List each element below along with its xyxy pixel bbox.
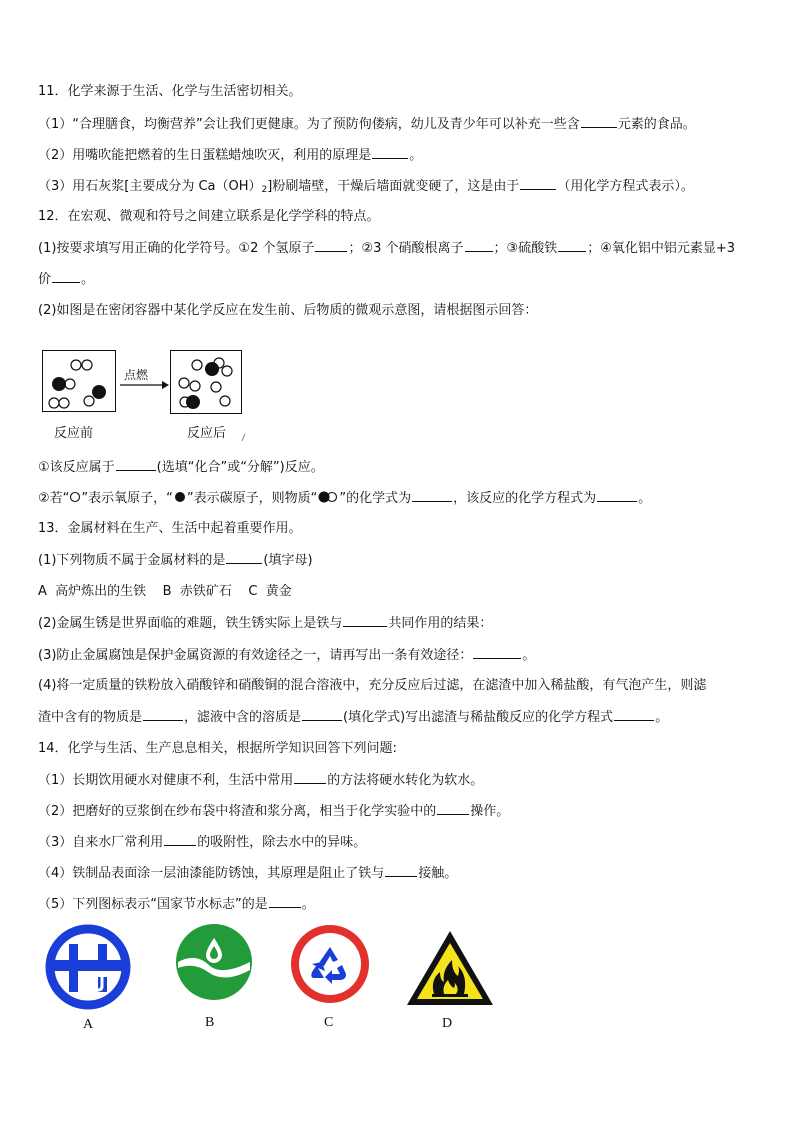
q12-sub2-text-e: ，该反应的化学方程式为 bbox=[453, 491, 597, 506]
carbon-atom bbox=[205, 362, 219, 376]
q12-part1-cont bbox=[38, 270, 94, 289]
q12-part1-text-c: ；③硫酸铁 bbox=[493, 241, 558, 256]
answer-blank[interactable] bbox=[412, 489, 452, 502]
carbon-atom-icon bbox=[173, 491, 187, 503]
sign-label-d: D bbox=[442, 1016, 453, 1031]
answer-blank[interactable] bbox=[558, 239, 586, 252]
q11-part1 bbox=[38, 115, 696, 134]
q14-part3-text-b: 的吸附性，除去水中的异味。 bbox=[197, 835, 367, 850]
oxygen-atom bbox=[84, 396, 94, 406]
q14-part4 bbox=[38, 864, 457, 883]
before-label: 反应前 bbox=[54, 426, 94, 441]
oxygen-atom bbox=[59, 398, 69, 408]
q14-part2-text-b: 操作。 bbox=[470, 804, 510, 819]
q12-part1-text-f: 。 bbox=[81, 272, 95, 287]
answer-blank[interactable] bbox=[385, 864, 417, 877]
answer-blank[interactable] bbox=[116, 458, 156, 471]
q12-part1-text-b: ；②3 个硝酸根离子 bbox=[348, 241, 464, 256]
q13-part4-text-b: 渣中含有的物质是 bbox=[38, 710, 143, 725]
answer-blank[interactable] bbox=[473, 646, 521, 659]
stray-mark bbox=[240, 432, 248, 442]
q13-part3-text-a: (3)防止金属腐蚀是保护金属资源的有效途径之一，请再写出一条有效途径： bbox=[38, 648, 473, 663]
answer-blank[interactable] bbox=[597, 489, 637, 502]
recycling-sign-icon[interactable] bbox=[288, 922, 372, 1006]
q14-part3-text-a: （3）自来水厂常利用 bbox=[38, 835, 164, 850]
carbon-atom bbox=[52, 377, 66, 391]
q11-part1-text-a: （1）“合理膳食，均衡营养”会让我们更健康。为了预防佝偻病，幼儿及青少年可以补充一些含 bbox=[38, 117, 580, 132]
sign-options bbox=[40, 920, 500, 1040]
q12-stem: 12．在宏观、微观和符号之间建立联系是化学学科的特点。 bbox=[38, 209, 380, 224]
q13-part2-text-b: 共同作用的结果： bbox=[388, 616, 493, 631]
q12-part1-text-e: 价 bbox=[38, 272, 52, 287]
oxygen-atom bbox=[82, 360, 92, 370]
oxygen-atom-icon bbox=[69, 491, 81, 503]
q13-part2 bbox=[38, 614, 492, 633]
q13-part2-text-a: (2)金属生锈是世界面临的难题，铁生锈实际上是铁与 bbox=[38, 616, 343, 631]
q11-part3-text-c: （用化学方程式表示）。 bbox=[557, 179, 694, 194]
q14-part5-text-b: 。 bbox=[301, 897, 315, 912]
oxygen-atom bbox=[220, 396, 230, 406]
q14-part1-text-a: （1）长期饮用硬水对健康不利，生活中常用 bbox=[38, 773, 294, 788]
oxygen-atom bbox=[71, 360, 81, 370]
q12-sub1 bbox=[38, 458, 324, 477]
answer-blank[interactable] bbox=[226, 551, 262, 564]
q12-sub1-text-a: ①该反应属于 bbox=[38, 460, 115, 475]
q13-part1-text-a: (1)下列物质不属于金属材料的是 bbox=[38, 553, 226, 568]
arrow-label: 点燃 bbox=[124, 368, 149, 382]
q13-options: A 高炉炼出的生铁 B 赤铁矿石 C 黄金 bbox=[38, 584, 292, 599]
answer-blank[interactable] bbox=[52, 270, 80, 283]
q11-part3-subscript: 2 bbox=[261, 185, 268, 195]
q13-part4-text-d: (填化学式)写出滤渣与稀盐酸反应的化学方程式 bbox=[343, 710, 614, 725]
answer-blank[interactable] bbox=[294, 771, 326, 784]
q13-part4-cont bbox=[38, 708, 668, 727]
q13-part4-text-c: ，滤液中含的溶质是 bbox=[184, 710, 302, 725]
answer-blank[interactable] bbox=[269, 895, 301, 908]
q11-part3 bbox=[38, 177, 694, 196]
carbon-atom bbox=[186, 395, 200, 409]
reaction-diagram bbox=[40, 346, 250, 446]
answer-blank[interactable] bbox=[164, 833, 196, 846]
after-label: 反应后 bbox=[187, 426, 227, 441]
q12-part1-text-a: (1)按要求填写用正确的化学符号。①2 个氢原子 bbox=[38, 241, 315, 256]
q12-part1 bbox=[38, 239, 735, 258]
before-box bbox=[42, 350, 116, 412]
q11-part3-text-b: ]粉刷墙壁，干燥后墙面就变硬了，这是由于 bbox=[267, 179, 520, 194]
q12-sub2 bbox=[38, 489, 651, 508]
after-box bbox=[170, 350, 242, 414]
q12-sub2-text-c: ”表示碳原子，则物质“ bbox=[186, 491, 318, 506]
q14-part4-text-b: 接触。 bbox=[418, 866, 458, 881]
oxygen-atom bbox=[49, 398, 59, 408]
answer-blank[interactable] bbox=[372, 146, 408, 159]
answer-blank[interactable] bbox=[520, 177, 556, 190]
q13-part3 bbox=[38, 646, 535, 665]
answer-blank[interactable] bbox=[343, 614, 387, 627]
q13-part3-text-b: 。 bbox=[522, 648, 536, 663]
q11-part2-text-b: 。 bbox=[409, 148, 423, 163]
q13-part4: (4)将一定质量的铁粉放入硝酸锌和硝酸铜的混合溶液中，充分反应后过滤，在滤渣中加入稀盐酸，有气泡产生，则滤 bbox=[38, 678, 707, 693]
q14-part1-text-b: 的方法将硬水转化为软水。 bbox=[327, 773, 484, 788]
oxygen-atom bbox=[190, 381, 200, 391]
answer-blank[interactable] bbox=[581, 115, 617, 128]
before-molecules bbox=[43, 351, 115, 411]
q13-part1 bbox=[38, 551, 313, 570]
q14-part4-text-a: （4）铁制品表面涂一层油漆能防锈蚀，其原理是阻止了铁与 bbox=[38, 866, 385, 881]
q11-part3-text-a: （3）用石灰浆[主要成分为 Ca（OH） bbox=[38, 179, 262, 194]
sign-label-a: A bbox=[83, 1017, 94, 1032]
green-water-drop-sign-icon[interactable] bbox=[174, 922, 254, 1002]
q14-part2-text-a: （2）把磨好的豆浆倒在纱布袋中将渣和浆分离，相当于化学实验中的 bbox=[38, 804, 437, 819]
reaction-arrow-icon bbox=[118, 380, 170, 390]
oxygen-atom bbox=[65, 379, 75, 389]
q14-part5-text-a: （5）下列图标表示“国家节水标志”的是 bbox=[38, 897, 268, 912]
q12-sub2-text-b: ”表示氧原子，“ bbox=[81, 491, 173, 506]
q11-part1-text-b: 元素的食品。 bbox=[617, 117, 696, 132]
q12-sub1-text-b: (选填“化合”或“分解”)反应。 bbox=[156, 460, 324, 475]
answer-blank[interactable] bbox=[315, 239, 347, 252]
q14-part5 bbox=[38, 895, 315, 914]
oxygen-atom bbox=[179, 378, 189, 388]
q13-part1-text-b: (填字母) bbox=[263, 553, 313, 568]
answer-blank[interactable] bbox=[437, 802, 469, 815]
oxygen-atom bbox=[192, 360, 202, 370]
carbon-atom bbox=[92, 385, 106, 399]
q11-stem: 11．化学来源于生活、化学与生活密切相关。 bbox=[38, 84, 302, 99]
oxygen-atom bbox=[211, 382, 221, 392]
answer-blank[interactable] bbox=[302, 708, 342, 721]
q13-part4-text-e: 。 bbox=[655, 710, 669, 725]
sign-label-c: C bbox=[324, 1015, 334, 1030]
q13-stem: 13．金属材料在生产、生活中起着重要作用。 bbox=[38, 521, 302, 536]
q11-part2-text-a: （2）用嘴吹能把燃着的生日蛋糕蜡烛吹灭，利用的原理是 bbox=[38, 148, 372, 163]
q12-sub2-text-a: ②若“ bbox=[38, 491, 70, 506]
q14-part1 bbox=[38, 771, 483, 790]
q14-part2 bbox=[38, 802, 509, 821]
after-molecules bbox=[171, 351, 241, 413]
q12-part2: (2)如图是在密闭容器中某化学反应在发生前、后物质的微观示意图，请根据图示回答： bbox=[38, 303, 538, 318]
sign-label-b: B bbox=[205, 1015, 215, 1030]
q12-sub2-text-d: ”的化学式为 bbox=[339, 491, 412, 506]
co-molecule-icon bbox=[317, 491, 339, 503]
water-saving-sign-icon[interactable] bbox=[44, 924, 132, 1010]
q14-stem: 14．化学与生活、生产息息相关，根据所学知识回答下列问题: bbox=[38, 741, 397, 756]
flammable-warning-sign-icon[interactable] bbox=[404, 928, 496, 1008]
oxygen-atom bbox=[222, 366, 232, 376]
answer-blank[interactable] bbox=[143, 708, 183, 721]
answer-blank[interactable] bbox=[614, 708, 654, 721]
q12-part1-text-d: ；④氧化铝中铝元素显+3 bbox=[587, 241, 736, 256]
q14-part3 bbox=[38, 833, 366, 852]
q12-sub2-text-f: 。 bbox=[638, 491, 652, 506]
q11-part2 bbox=[38, 146, 422, 165]
answer-blank[interactable] bbox=[465, 239, 493, 252]
